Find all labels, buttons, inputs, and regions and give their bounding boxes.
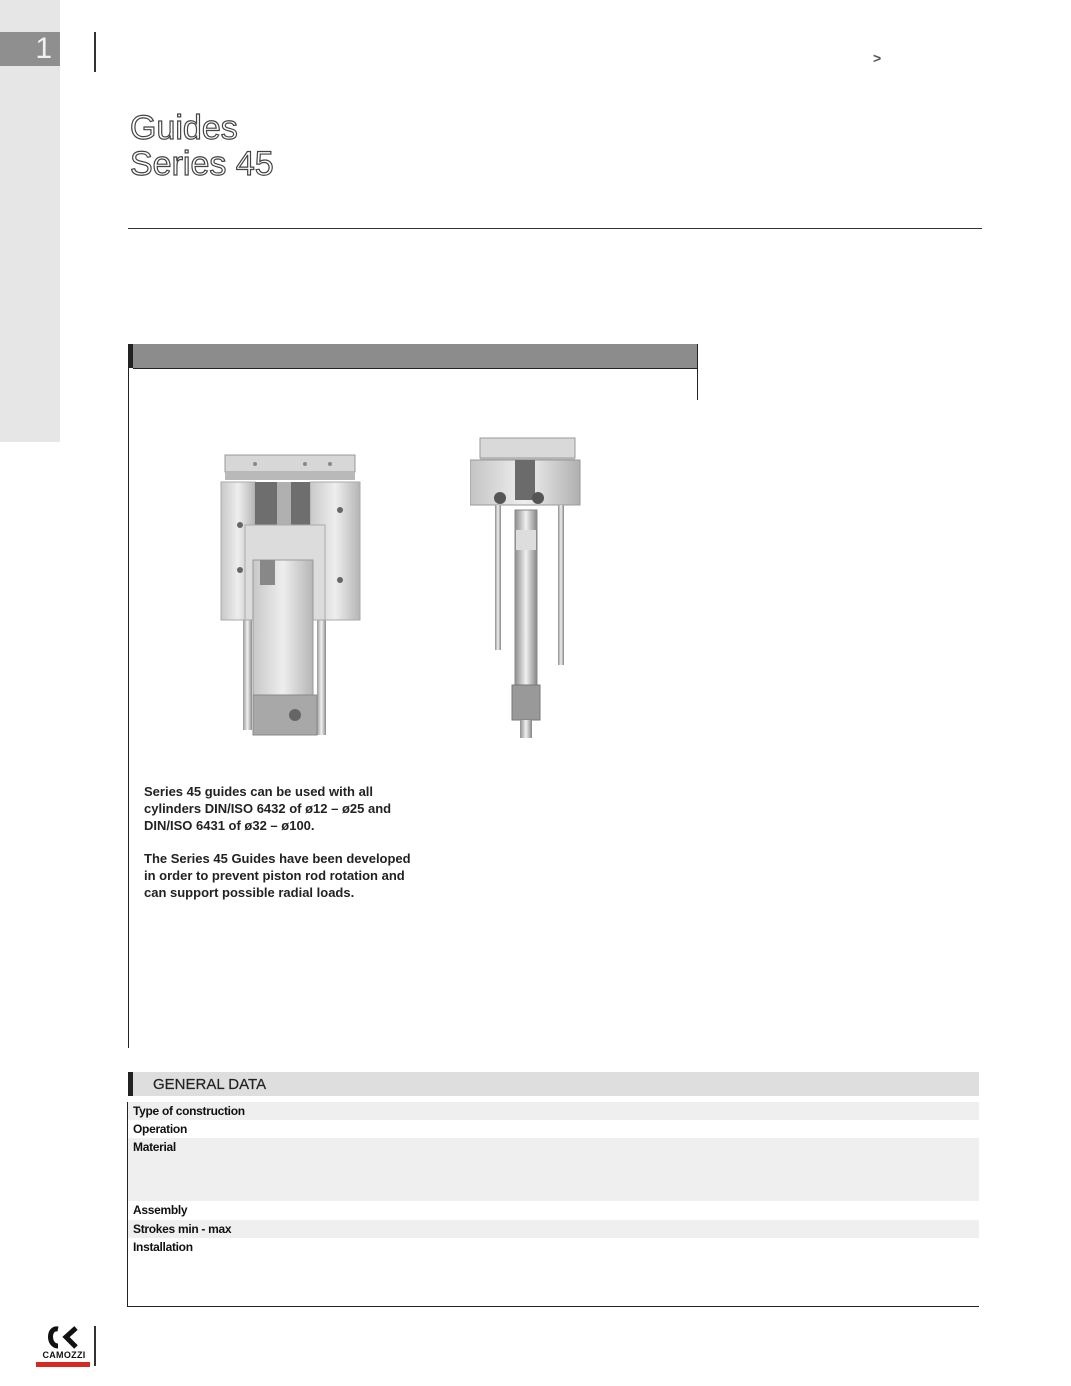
panel-header-rule [133, 368, 697, 369]
general-data-border-bottom [128, 1306, 979, 1307]
table-row [128, 1138, 979, 1201]
row-label: Operation [133, 1122, 187, 1136]
general-data-table [128, 1102, 979, 1304]
header-divider [94, 32, 96, 72]
table-row [128, 1201, 979, 1220]
product-description [144, 783, 414, 917]
description-paragraph-2: The Series 45 Guides have been developed in order to prevent piston rod rotation and can support possible radial loads. [144, 851, 411, 900]
panel-header-bar [128, 344, 697, 368]
footer-divider [94, 1326, 96, 1366]
table-row [128, 1238, 979, 1304]
table-row [128, 1220, 979, 1238]
panel-border-right [697, 344, 698, 400]
general-data-title: GENERAL DATA [153, 1076, 267, 1093]
product-image-guide-cylinder [215, 450, 365, 745]
row-label: Type of construction [133, 1104, 245, 1118]
row-label: Assembly [133, 1203, 188, 1217]
camozzi-logo[interactable] [36, 1326, 92, 1370]
row-label: Material [133, 1140, 176, 1154]
chapter-sidebar [0, 0, 60, 442]
logo-wordmark: CAMOZZI [42, 1350, 86, 1360]
panel-border [128, 344, 129, 1048]
product-image-guide-round-cylinder [470, 430, 585, 745]
panel-header-mark [128, 344, 133, 368]
table-row [128, 1120, 979, 1138]
chapter-number: 1 [35, 32, 52, 65]
breadcrumb-arrow[interactable]: > [873, 50, 882, 66]
page-title [130, 110, 274, 182]
page-title-line2: Series 45 [130, 145, 274, 183]
row-label: Installation [133, 1240, 193, 1254]
chapter-tab[interactable] [0, 32, 60, 66]
general-data-mark [128, 1072, 133, 1096]
description-paragraph-1: Series 45 guides can be used with all cylinders DIN/ISO 6432 of ø12 – ø25 and DIN/ISO 6431 of ø32 – ø100. [144, 784, 392, 833]
title-divider [128, 228, 982, 229]
camozzi-logo-mark-icon [36, 1326, 92, 1350]
table-row [128, 1102, 979, 1120]
logo-red-bar [36, 1362, 90, 1367]
general-data-border-left [127, 1102, 128, 1307]
row-label: Strokes min - max [133, 1222, 232, 1236]
page-title-line1: Guides [130, 109, 238, 147]
